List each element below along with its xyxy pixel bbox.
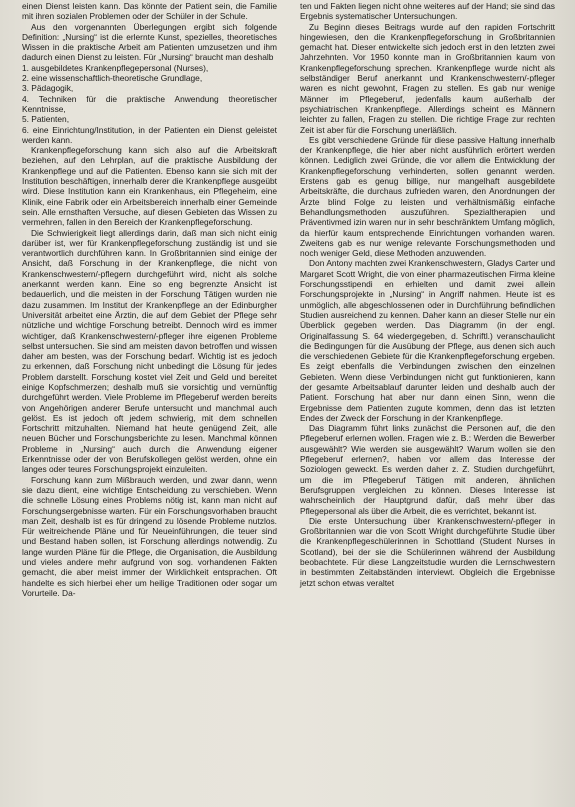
- paragraph: Don Antony machten zwei Krankenschwestern, Gladys Carter und Margaret Scott Wright, die von einer pharmazeutischen Firma kleine Forschungsstipendi en erhielten und damit zwei allein Forschungsprojekte in „Nursing“ in Angriff nahmen. Heute ist es unmöglich, alle abgeschlossenen oder in Durchführung befindlichen Studien ausreichend zu kennen. Daher kann an dieser Stelle nur ein Überblick gegeben werden. Das Diagramm (in der engl. Originalfassung S. 64 wiedergegeben, d. Schriftl.) veranschaulicht die Bedingungen für die Ausübung der Pflege, aus denen sich auch die verschiedenen Gebiete für die Krankenpflegeforschung ergeben. Es zeigt ebenfalls die Verbindungen zwischen den einzelnen Gebieten. Wenn diese Verbindungen nicht gut funktionieren, kann der gesamte Arbeitsablauf darunter leiden und deshalb auch der Patient. Forschung hat aber nur dann einen Sinn, wenn die Ergebnisse dem Patienten zugute kommen, denn das ist letzten Endes der Zweck der Forschung in der Krankenpflege.: [300, 258, 555, 423]
- paragraph: Aus den vorgenannten Überlegungen ergibt sich folgende Definition: „Nursing“ ist die erlernte Kunst, spezielles, theoretisches Wissen in die praktische Arbeit am Patienten umzusetzen und ihm dadurch einen Dienst zu leisten. Für „Nursing“ braucht man deshalb: [22, 21, 277, 63]
- paragraph: Die erste Untersuchung über Krankenschwestern/-pfleger in Großbritannien war die von Scott Wright durchgeführte Studie über die Krankenpflegeschülerinnen in Schottland (Student Nurses in Scotland), bei der sie die Schülerinnen während der Ausbildung beobachtete. Für diese Langzeitstudie wurden die Lernschwestern in bestimmten Zeitabständen interviewt. Obgleich die Ergebnisse jetzt schon etwas veraltet: [300, 515, 555, 588]
- list-item: 2. eine wissenschaftlich-theoretische Grundlage,: [22, 73, 203, 84]
- left-text-column: [22, 1, 277, 598]
- list-item: 4. Techniken für die praktische Anwendung theoretischer Kenntnisse,: [22, 93, 277, 114]
- list-item: 1. ausgebildetes Krankenpflegepersonal (Nurses),: [22, 62, 209, 73]
- definition-list: [22, 63, 277, 145]
- list-item: 3. Pädagogik,: [22, 83, 74, 94]
- paragraph: Forschung kann zum Mißbrauch werden, und zwar dann, wenn sie dazu dient, eine wichtige Entscheidung zu verschieben. Wenn die schnelle Lösung eines Problems nötig ist, kann man nicht auf Forschungsergebnisse warten. Für ein Forschungsvorhaben braucht man Zeit, deshalb ist es für dringend zu lösende Probleme nutzlos. Für weitreichende Pläne und für Neueinführungen, die teuer sind und Bestand haben sollen, ist Forschung allerdings notwendig. Zu lange wurden Pläne für die Pflege, die Organisation, die Ausbildung und vieles andere mehr aufgrund von sog. vorhandenen Fakten gemacht, die aber meist immer der Wirklichkeit entsprachen. Oft handelte es sich hierbei eher um heilige Traditionen oder sogar um Vorurteile. Da-: [22, 474, 277, 598]
- paragraph: Das Diagramm führt links zunächst die Personen auf, die den Pflegeberuf erlernen wollen. Fragen wie z. B.: Werden die Bewerber ausgewählt? Wie werden sie ausgewählt? Warum wollen sie den Pflegeberuf erlernen?, haben vor allem das Interesse der Soziologen geweckt. Es werden daher z. Z. Studien durchgeführt, um die im Pflegeberuf Tätigen mit anderen, ähnlichen Berufsgruppen vergleichen zu können. Dieses Interesse ist wahrscheinlich der Hauptgrund dafür, daß mehr über das Pflegepersonal als über die Arbeit, die es verrichtet, bekannt ist.: [300, 423, 555, 516]
- paragraph: Krankenpflegeforschung kann sich also auf die Arbeitskraft beziehen, auf den Lehrplan, auf die praktische Ausbildung der Krankenpflege und auf die Patienten. Ebenso kann sie sich mit der Institution beschäftigen, innerhalb derer die Krankenpflege ausgeübt wird. Diese Institution kann ein Krankenhaus, ein Pflegeheim, eine Klinik, eine Fabrik oder ein Arbeitsbereich innerhalb einer Gemeinde sein. Alle ernsthaften Versuche, auf diesen Gebieten das Wissen zu vermehren, fallen in den Bereich der Krankenpflegeforschung.: [22, 145, 277, 228]
- list-item: 6. eine Einrichtung/Institution, in der Patienten ein Dienst geleistet werden kann.: [22, 124, 277, 145]
- paragraph: einen Dienst leisten kann. Das könnte der Patient sein, die Familie mit ihren sozialen Problemen oder der Schüler in der Schule.: [22, 1, 277, 22]
- paragraph: Zu Beginn dieses Beitrags wurde auf den rapiden Fortschritt hingewiesen, den die Krankenpflegeforschung in Großbritannien gemacht hat. Dieser entwickelte sich jedoch erst in den letzten zwei Jahrzehnten. Vor 1950 konnte man in Großbritannien kaum von Krankenpflegeforschung sprechen. Krankenpflege wurde nicht als selbständiger Beruf anerkannt und Krankenschwestern/-pfleger waren es nicht gewohnt, Fragen zu stellen. Es gab nur wenige Männer im Pflegeberuf, jedenfalls kaum außerhalb der psychiatrischen Krankenpflege. Allerdings scheint es Männern leichter zu fallen, Fragen zu stellen. Die richtige Frage zur rechten Zeit ist aber für die Forschung unerläßlich.: [300, 21, 555, 135]
- paragraph: Die Schwierigkeit liegt allerdings darin, daß man sich nicht einig darüber ist, wer für Krankenpflegeforschung zuständig ist und sie verantwortlich durchführen kann. In Großbritannien sind einige der Ansicht, daß Forschung in der Krankenpflege, die nicht von Krankenschwestern/-pflegern durchgeführt wird, nicht als solche anerkannt werden kann. Eine so eng begrenzte Ansicht ist bedauerlich, und die meisten in der Forschung Tätigen wurden nie dazu zusammen. Im Institut der Krankenpflege an der Edinburgher Universität arbeitet eine Ärztin, die auf dem Gebiet der Pflege sehr nützliche und wichtige Forschung betreibt. Dennoch wird es immer wichtiger, daß Krankenschwestern/-pfleger ihre eigenen Probleme selbst untersuchen. Sie sind am meisten davon betroffen und wissen daher am besten, was der Forschung bedarf. Wichtig ist es jedoch zu erkennen, daß Forschung nicht unbedingt die Lösung für jedes Problem darstellt. Forschung kostet viel Zeit und Geld und bereitet einige Kopfschmerzen; deshalb muß sie vorsichtig und vernünftig durchgeführt werden. Viele Probleme im Pflegeberuf werden bereits von Angehörigen anderer Berufe untersucht und manchmal auch gelöst. Es ist jedoch oft jedem schwierig, mit dem schnellen Fortschritt mitzuhalten. Niemand hat heute genügend Zeit, alle neuen Bücher und Forschungsberichte zu lesen. Manchmal können Probleme in „Nursing“ auch durch die Anwendung eigener Erkenntnisse oder der von Berufskollegen gelöst werden, ohne ein langes oder teures Forschungsprojekt einzuleiten.: [22, 227, 277, 475]
- paragraph: Es gibt verschiedene Gründe für diese passive Haltung innerhalb der Krankenpflege, die hier aber nicht ausführlich erörtert werden können. Lediglich zwei Gründe, die vor allem die Entwicklung der Krankenpflegeforschung verhinderten, sollen genannt werden. Erstens gab es genug billige, nur mangelhaft ausgebildete Arbeitskräfte, die durchaus zufrieden waren, den Anordnungen der Ärzte blind Folge zu leisten und verhältnismäßig einfache Behandlungsmethoden auszuführen. Spezialtherapien und Präventivmed izin waren nur in sehr beschränktem Umfang möglich, da hierfür kaum entsprechende Einrichtungen vorhanden waren. Zweitens gab es nur wenige relevante Forschungsmethoden und noch weniger Geld, diese Methoden anzuwenden.: [300, 134, 555, 259]
- list-item: 5. Patienten,: [22, 114, 70, 125]
- paragraph: ten und Fakten liegen nicht ohne weiteres auf der Hand; sie sind das Ergebnis systematischer Untersuchungen.: [300, 1, 555, 22]
- right-text-column: [300, 1, 555, 588]
